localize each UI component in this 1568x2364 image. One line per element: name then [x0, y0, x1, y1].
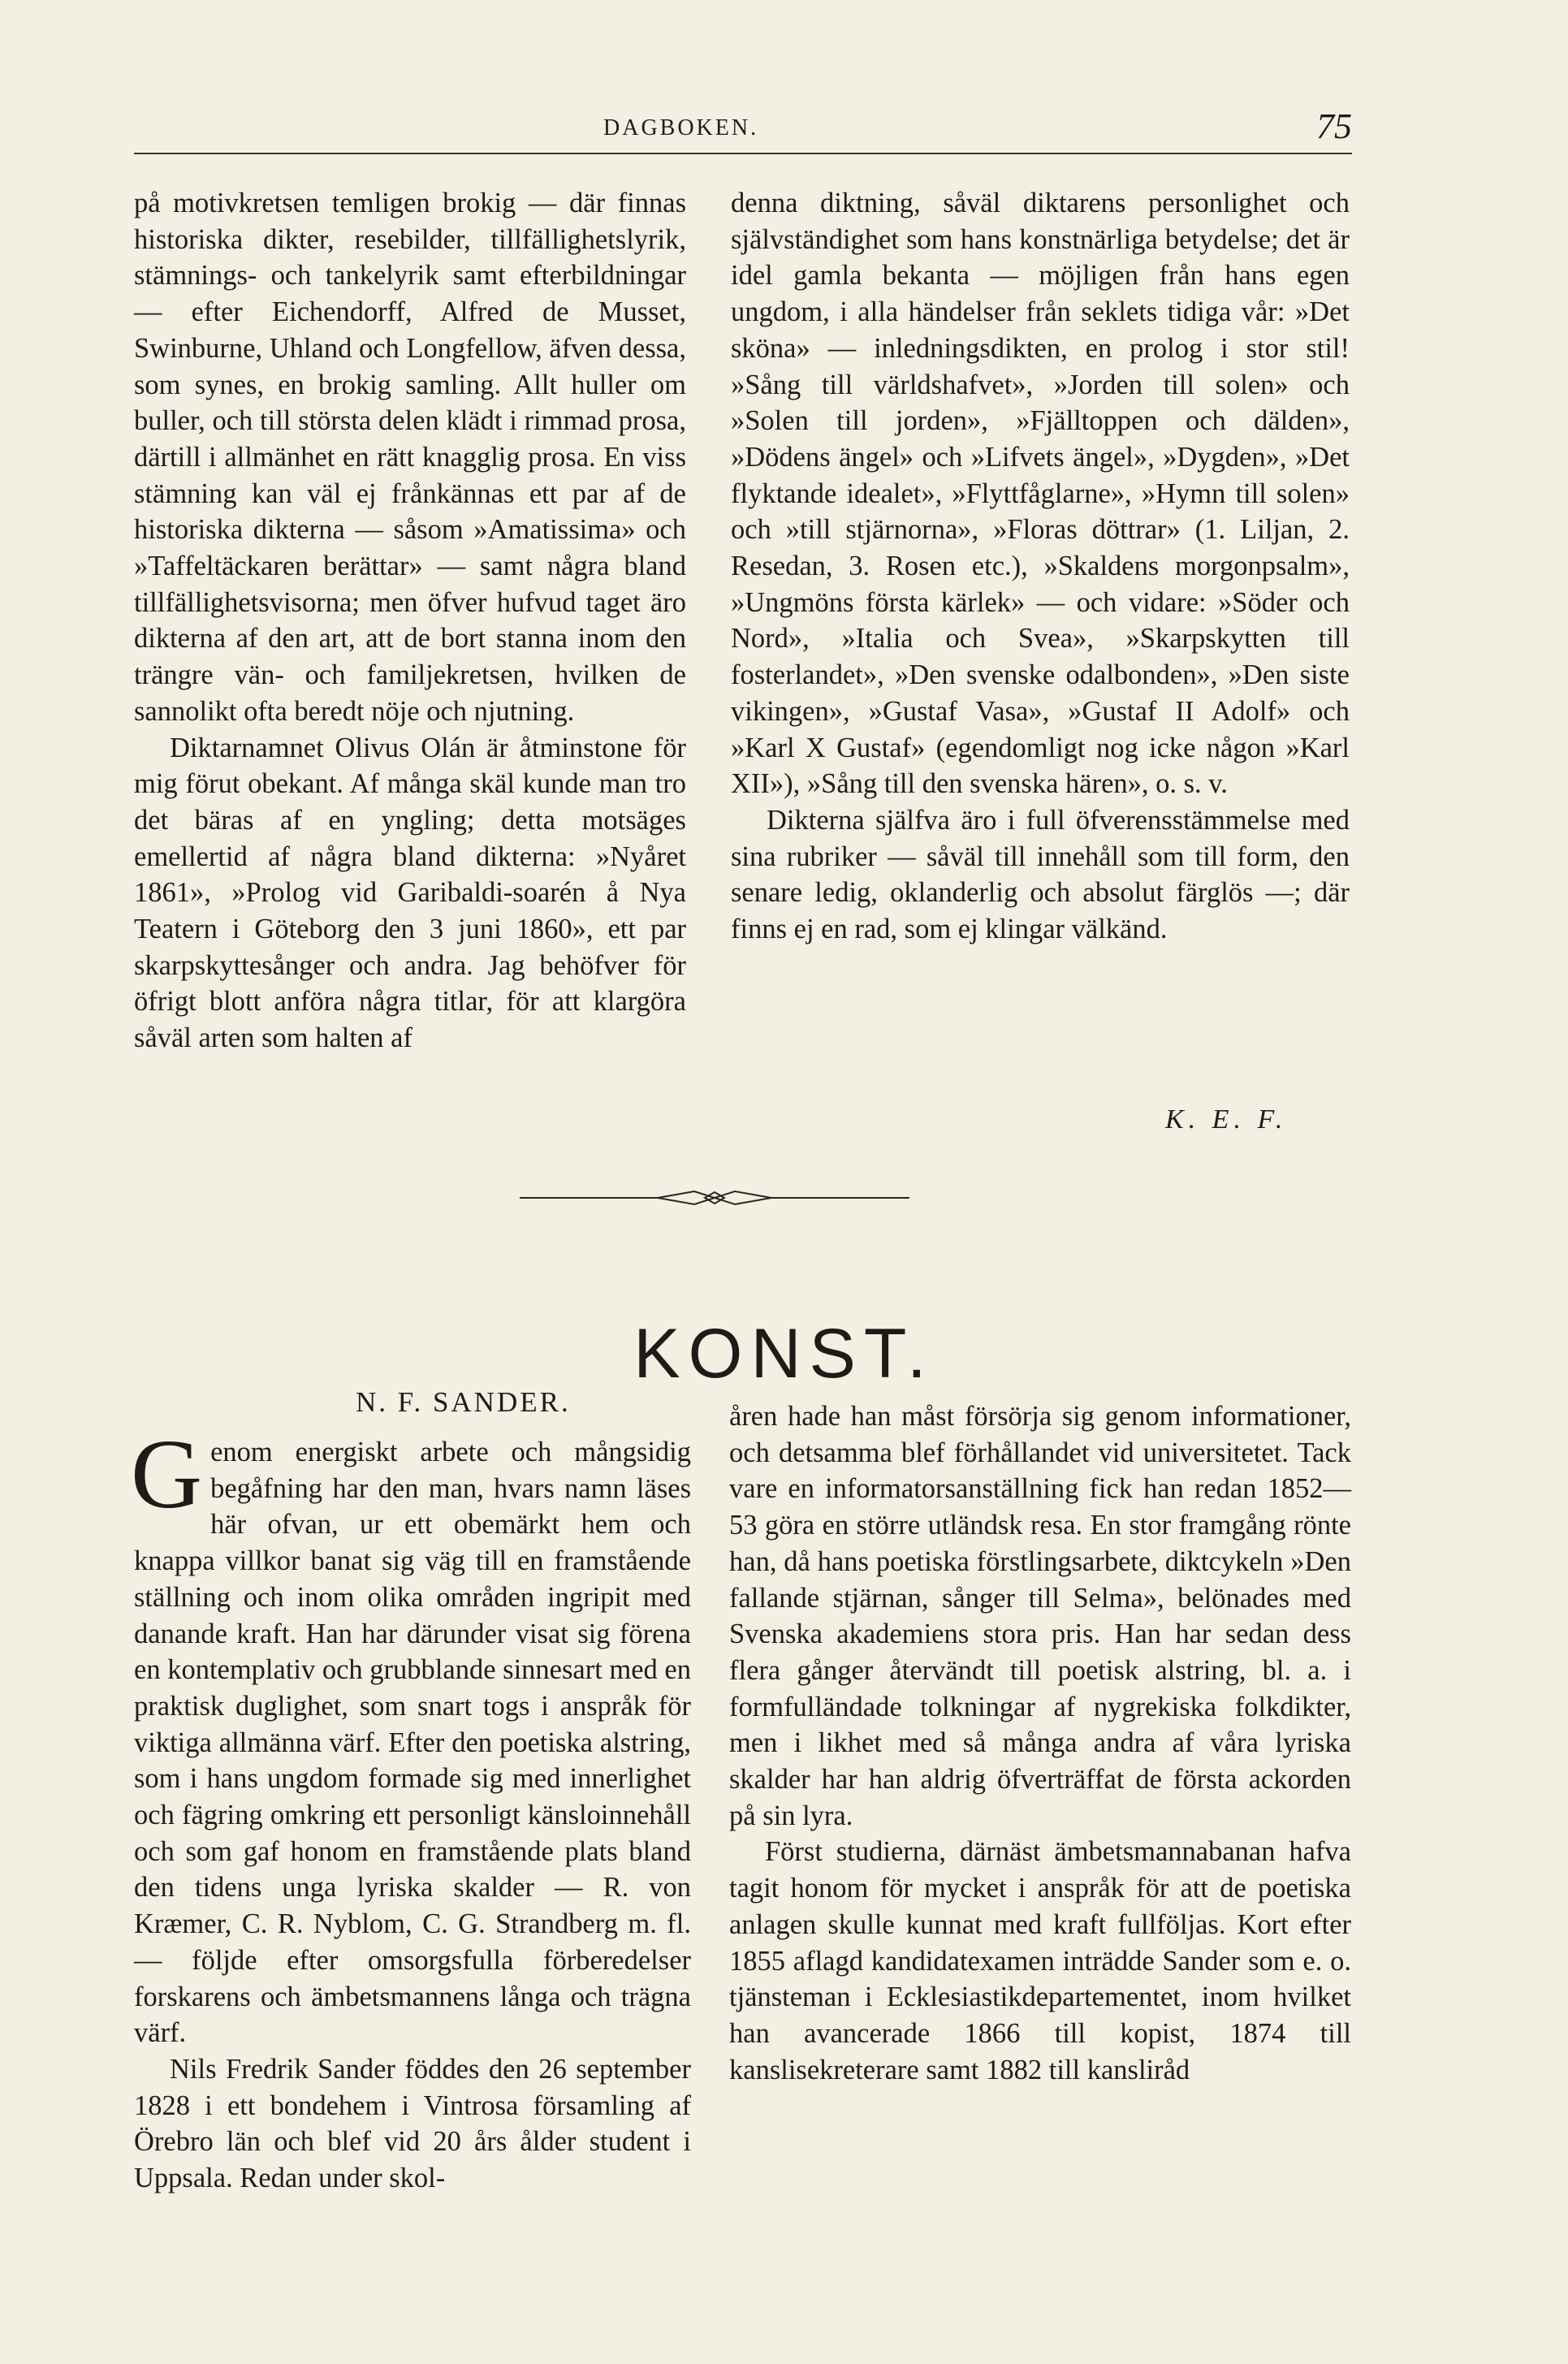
article-left-column: [131, 1420, 691, 2197]
header-rule: [134, 153, 1352, 154]
article-heading: N. F. SANDER.: [356, 1386, 571, 1418]
article-right-column: [729, 1398, 1351, 2088]
article-paragraph-4: Först studierna, därnäst ämbetsmannabanan hafva tagit honom för mycket i anspråk för att de poetiska anlagen skulle kunnat med kraft fullföljas. Kort efter 1855 aflagd kandidatexamen inträdde Sander som e. o. tjänsteman i Ecklesiastikdepartementet, inom hvilket han avancerade 1866 till kopist, 1874 till kanslisekreterare samt 1882 till kansliråd: [729, 1836, 1351, 2085]
running-head: [134, 106, 1352, 154]
review-paragraph-1: på motivkretsen temligen brokig — där finnas historiska dikter, resebilder, tillfällighetslyrik, stämnings- och tankelyrik samt efterbildningar — efter Eichendorff, Alfred de Musset, Swinburne, Uhland och Longfellow, äfven dessa, som synes, en brokig samling. Allt huller om buller, och till största delen klädt i rimmad prosa, därtill i allmänhet en rätt knagglig prosa. En viss stämning kan väl ej frånkännas ett par af de historiska dikterna — såsom »Amatissima» och »Taffeltäckaren berättar» — samt några bland tillfällighetsvisorna; men öfver hufvud taget äro dikterna af den art, att de bort stanna inom den trängre vän- och familjekretsen, hvilken de sannolikt ofta beredt nöje och njutning.: [134, 188, 686, 727]
article-paragraph-2: Nils Fredrik Sander föddes den 26 september 1828 i ett bondehem i Vintrosa församling af Örebro län och blef vid 20 års ålder student i Uppsala. Redan under skol-: [134, 2053, 691, 2194]
review-right-column: [731, 185, 1350, 948]
article-paragraph-1-text: enom energiskt arbete och mångsidig begåfning har den man, hvars namn läses här ofvan, ur ett obemärkt hem och knappa villkor banat sig väg till en framstående ställning och inom olika områden ingripit med danande kraft. Han har därunder visat sig förena en kontemplativ och grubblande sinnesart med en praktisk duglighet, som snart togs i anspråk för viktiga allmänna värf. Efter den poetiska alstring, som i hans ungdom formade sig med innerlighet och fägring omkring ett personligt känsloinnehåll och som gaf honom en framstående plats bland den tidens unga lyriska skalder — R. von Kræmer, C. R. Nyblom, C. G. Strandberg m. fl. — följde efter omsorgsfulla förberedelser forskarens och ämbetsmannens långa och trägna värf.: [134, 1437, 691, 2049]
review-paragraph-3: denna diktning, såväl diktarens personlighet och självständighet som hans konstnärliga betydelse; det är idel gamla bekanta — möjligen från hans egen ungdom, i alla händelser från seklets tidiga vår: »Det sköna» — inledningsdikten, en prolog i stor stil! »Sång till världshafvet», »Jorden till solen» och »Solen till jorden», »Fjälltoppen och dälden», »Dödens ängel» och »Lifvets ängel», »Dygden», »Det flyktande idealet», »Flyttfåglarne», »Hymn till solen» och »till stjärnorna», »Floras döttrar» (1. Liljan, 2. Resedan, 3. Rosen etc.), »Skaldens morgonpsalm», »Ungmöns första kärlek» — och vidare: »Söder och Nord», »Italia och Svea», »Skarpskytten till fosterlandet», »Den svenske odalbonden», »Den siste vikingen», »Gustaf Vasa», »Gustaf II Adolf» och »Karl X Gustaf» (egendomligt nog icke någon »Karl XII»), »Sång till den svenska hären», o. s. v.: [731, 188, 1350, 800]
ornament-divider: [520, 1182, 909, 1214]
article-paragraph-1: [131, 1420, 691, 2051]
drop-cap: G: [131, 1420, 203, 1529]
page-number: 75: [1316, 106, 1352, 146]
review-paragraph-4: Dikterna själfva äro i full öfverensstämmelse med sina rubriker — såväl till innehåll som till form, den senare ledig, oklanderlig och absolut färglös —; där finns ej en rad, som ej klingar välkänd.: [731, 804, 1350, 945]
running-title: DAGBOKEN.: [603, 115, 759, 140]
review-left-column: [134, 185, 686, 1057]
article-paragraph-3: åren hade han måst försörja sig genom informationer, och detsamma blef förhållandet vid universitetet. Tack vare en informatorsanställning fick han redan 1852—53 göra en större utländsk resa. En stor framgång rönte han, då hans poetiska förstlingsarbete, diktcykeln »Den fallande stjärnan, sånger till Selma», belönades med Svenska akademiens stora pris. Han har sedan dess flera gånger återvändt till poetisk alstring, bl. a. i formfulländade tolkningar af nygrekiska folkdikter, men i likhet med så många andra af våra lyriska skalder har han aldrig öfverträffat de första ackorden på sin lyra.: [729, 1401, 1351, 1831]
review-paragraph-2: Diktarnamnet Olivus Olán är åtminstone för mig förut obekant. Af många skäl kunde man tro det bäras af en yngling; detta motsäges emellertid af några bland dikterna: »Nyåret 1861», »Prolog vid Garibaldi-soarén å Nya Teatern i Göteborg den 3 juni 1860», ett par skarpskyttesånger och andra. Jag behöfver för öfrigt blott anföra några titlar, för att klargöra såväl arten som halten af: [134, 732, 686, 1054]
review-signature: K. E. F.: [1165, 1104, 1288, 1134]
section-title: KONST.: [633, 1314, 935, 1393]
